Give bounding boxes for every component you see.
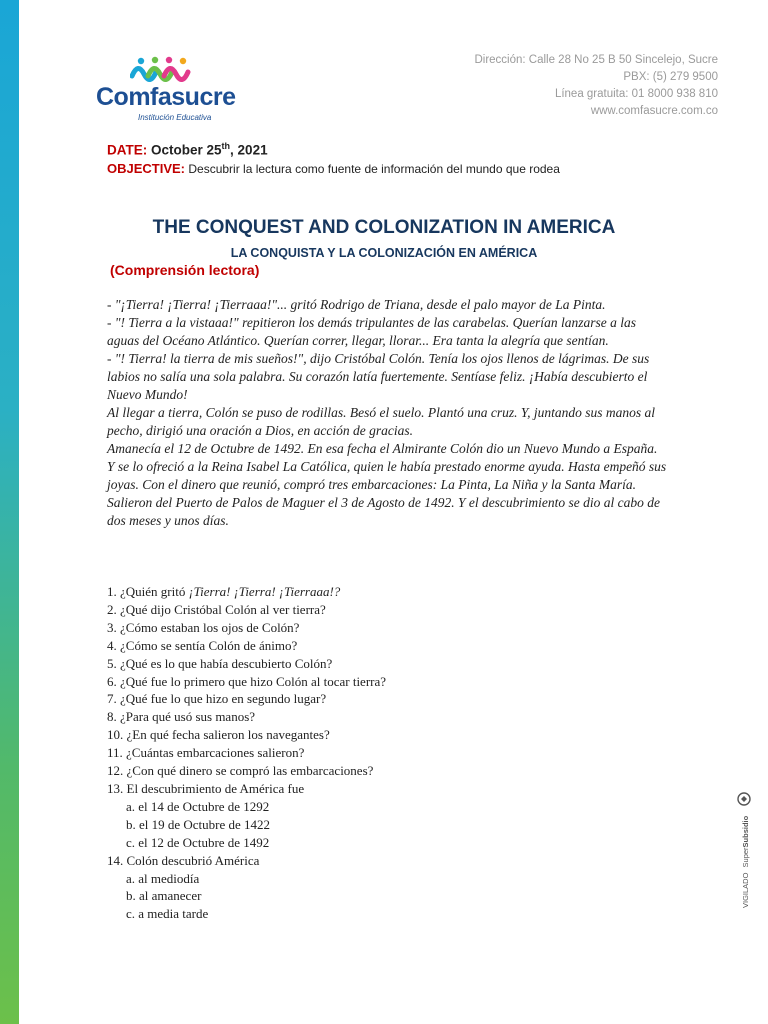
- reading-paragraph: - "¡Tierra! ¡Tierra! ¡Tierraaa!"... gritó Rodrigo de Triana, desde el palo mayor de La Pinta.: [107, 297, 606, 312]
- contact-website[interactable]: www.comfasucre.com.co: [590, 105, 718, 117]
- answer-option: c. a media tarde: [126, 906, 209, 922]
- question-item: [107, 583, 386, 601]
- question-number: 11.: [107, 745, 123, 761]
- contact-address: Dirección: Calle 28 No 25 B 50 Sincelejo, Sucre: [474, 54, 718, 66]
- question-number: 4.: [107, 637, 117, 653]
- question-text: ¿Qué fue lo que hizo en segundo lugar?: [120, 691, 327, 707]
- question-text: ¿En qué fecha salieron los navegantes?: [126, 727, 330, 743]
- vigilado-brand-light: Super: [741, 847, 750, 868]
- page-title: THE CONQUEST AND COLONIZATION IN AMERICA: [152, 217, 616, 238]
- question-item: [107, 744, 386, 762]
- answer-option: b. el 19 de Octubre de 1422: [126, 816, 271, 832]
- vigilado-brand-bold: Subsidio: [741, 815, 750, 848]
- answer-option: c. el 12 de Octubre de 1492: [126, 834, 270, 850]
- question-text: ¿Cómo estaban los ojos de Colón?: [120, 619, 300, 635]
- question-number: 6.: [107, 673, 117, 689]
- contact-free-line: Línea gratuita: 01 8000 938 810: [554, 88, 718, 100]
- vigilado-supersubsidio-seal: [733, 790, 755, 910]
- question-number: 7.: [107, 691, 117, 707]
- question-item: [107, 619, 386, 637]
- question-item: [107, 673, 386, 691]
- question-text: ¿Quién gritó: [120, 584, 189, 599]
- question-item: [107, 852, 386, 870]
- question-text: ¿Cuántas embarcaciones salieron?: [126, 745, 305, 761]
- questions-list: [107, 583, 386, 923]
- question-text: ¿Para qué usó sus manos?: [120, 709, 256, 725]
- question-item: [107, 690, 386, 708]
- question-text: El descubrimiento de América fue: [126, 780, 305, 796]
- question-number: 8.: [107, 709, 117, 725]
- date-year: , 2021: [230, 142, 268, 158]
- answer-option: a. al mediodía: [126, 870, 200, 886]
- question-quote: ¡Tierra! ¡Tierra! ¡Tierraaa!?: [188, 584, 341, 599]
- question-text: ¿Cómo se sentía Colón de ánimo?: [120, 637, 298, 653]
- logo-subtitle: Institución Educativa: [138, 113, 212, 122]
- question-item: [107, 655, 386, 673]
- comprehension-label: (Comprensión lectora): [110, 262, 260, 278]
- reading-passage: [107, 296, 667, 530]
- question-item: [107, 726, 386, 744]
- question-number: 12.: [107, 763, 124, 779]
- answer-option: a. el 14 de Octubre de 1292: [126, 798, 270, 814]
- question-text: ¿Con qué dinero se compró las embarcaciones?: [126, 763, 374, 779]
- contact-info: [474, 52, 718, 120]
- date-label: DATE:: [107, 142, 148, 158]
- question-item: [107, 601, 386, 619]
- reading-paragraph: Al llegar a tierra, Colón se puso de rodillas. Besó el suelo. Plantó una cruz. Y, juntando sus manos al pecho, dirigió una oración a Dios, en acción de gracias.: [107, 405, 656, 438]
- question-item: [107, 708, 386, 726]
- answer-option: b. al amanecer: [126, 888, 202, 904]
- people-logo-icon: [130, 56, 192, 82]
- question-number: 2.: [107, 601, 117, 617]
- question-text: ¿Qué fue lo primero que hizo Colón al tocar tierra?: [120, 673, 387, 689]
- question-text: Colón descubrió América: [126, 852, 260, 868]
- question-item: [107, 637, 386, 655]
- objective-label: OBJECTIVE:: [107, 161, 186, 176]
- page-subtitle: LA CONQUISTA Y LA COLONIZACIÓN EN AMÉRICA: [230, 246, 538, 260]
- question-number: 1.: [107, 584, 117, 599]
- question-number: 10.: [107, 727, 124, 743]
- reading-paragraph: - "! Tierra! la tierra de mis sueños!", dijo Cristóbal Colón. Tenía los ojos llenos de lágrimas. De sus labios no salía una sola palabra. Su corazón latía fuertemente. Sentíase feliz. ¡Había descubierto el Nuevo Mundo!: [107, 351, 650, 402]
- date-month-day: October 25: [151, 142, 222, 158]
- question-number: 5.: [107, 655, 117, 671]
- reading-paragraph: Amanecía el 12 de Octubre de 1492. En esa fecha el Almirante Colón dio un Nuevo Mundo a España. Y se lo ofreció a la Reina Isabel La Católica, quien le había prestado enorme ayuda. Hasta empeñó sus joyas. Con el dinero que reunió, compró tres embarcaciones: La Pinta, La Niña y la Santa María. Salieron del Puerto de Palos de Maguer el 3 de Agosto de 1492. Y el descubrimiento se dio al cabo de dos meses y unos días.: [107, 441, 667, 528]
- objective-line: [107, 161, 560, 176]
- date-suffix: th: [221, 141, 231, 151]
- reading-paragraph: - "! Tierra a la vistaaa!" repitieron los demás tripulantes de las carabelas. Querían lanzarse a las aguas del Océano Atlántico. Querían correr, llegar, llorar... Era tanta la alegría que sentían.: [107, 315, 636, 348]
- question-text: ¿Qué dijo Cristóbal Colón al ver tierra?: [120, 601, 326, 617]
- question-item: [107, 780, 386, 798]
- svg-text:VIGILADO SuperSubsidio: [741, 815, 750, 908]
- question-item: [107, 762, 386, 780]
- contact-pbx: PBX: (5) 279 9500: [623, 71, 718, 83]
- logo-name: Comfasucre: [96, 83, 236, 111]
- comfasucre-logo: [92, 56, 236, 128]
- question-number: 13.: [107, 780, 124, 796]
- vigilado-prefix: VIGILADO: [741, 872, 750, 908]
- question-text: ¿Qué es lo que había descubierto Colón?: [120, 655, 333, 671]
- objective-text: Descubrir la lectura como fuente de información del mundo que rodea: [188, 162, 560, 176]
- date-line: [107, 141, 268, 158]
- side-gradient-bar: [0, 0, 19, 1024]
- question-number: 14.: [107, 852, 124, 868]
- question-number: 3.: [107, 619, 117, 635]
